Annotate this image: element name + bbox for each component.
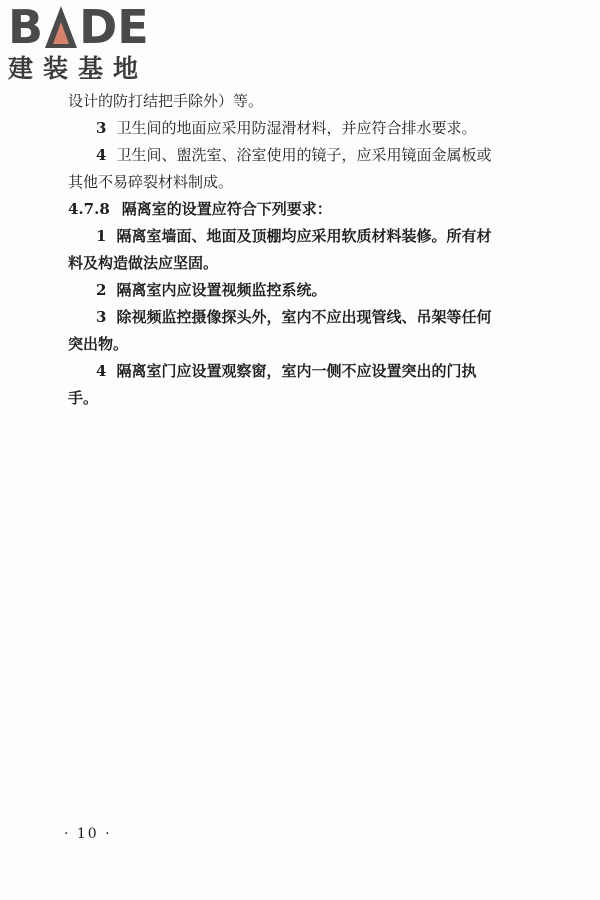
bade-logo xyxy=(8,0,178,94)
line-text: 手。 xyxy=(68,389,99,407)
logo-letter-b: B xyxy=(8,0,44,54)
paragraph-line xyxy=(68,223,500,250)
paragraph-line xyxy=(68,277,500,304)
logo-wordmark xyxy=(8,0,178,54)
logo-subtitle: 建装基地 xyxy=(8,54,149,83)
paragraph-line xyxy=(68,331,500,358)
line-text: 设计的防打结把手除外）等。 xyxy=(68,92,264,110)
paragraph-line xyxy=(68,358,500,385)
logo-letters-de: DE xyxy=(79,0,149,54)
paragraph-line xyxy=(68,385,500,412)
item-number: 3 xyxy=(96,308,107,326)
paragraph-line xyxy=(68,88,500,115)
line-text: 料及构造做法应坚固。 xyxy=(68,254,219,272)
item-number: 4 xyxy=(96,146,107,164)
page-number: · 10 · xyxy=(64,826,112,842)
item-number: 4 xyxy=(96,362,107,380)
line-text: 卫生间的地面应采用防湿滑材料，并应符合排水要求。 xyxy=(116,119,477,137)
item-number: 3 xyxy=(96,119,107,137)
line-text: 突出物。 xyxy=(68,335,129,353)
item-number: 2 xyxy=(96,281,107,299)
line-text: 隔离室内应设置视频监控系统。 xyxy=(116,281,327,299)
paragraph-line xyxy=(68,169,500,196)
line-text: 隔离室墙面、地面及顶棚均应采用软质材料装修。所有材 xyxy=(116,227,492,245)
line-text: 隔离室门应设置观察窗，室内一侧不应设置突出的门执 xyxy=(116,362,477,380)
paragraph-line xyxy=(68,250,500,277)
line-text: 除视频监控摄像探头外，室内不应出现管线、吊架等任何 xyxy=(116,308,492,326)
paragraph-line xyxy=(68,115,500,142)
logo-a-triangle-icon xyxy=(43,4,79,50)
line-text: 其他不易碎裂材料制成。 xyxy=(68,173,234,191)
paragraph-line xyxy=(68,142,500,169)
section-number: 4.7.8 xyxy=(68,200,110,218)
document-body xyxy=(68,88,500,412)
line-text: 隔离室的设置应符合下列要求： xyxy=(121,200,332,218)
paragraph-line xyxy=(68,304,500,331)
section-heading xyxy=(68,196,500,223)
item-number: 1 xyxy=(96,227,107,245)
line-text: 卫生间、盥洗室、浴室使用的镜子，应采用镜面金属板或 xyxy=(116,146,492,164)
